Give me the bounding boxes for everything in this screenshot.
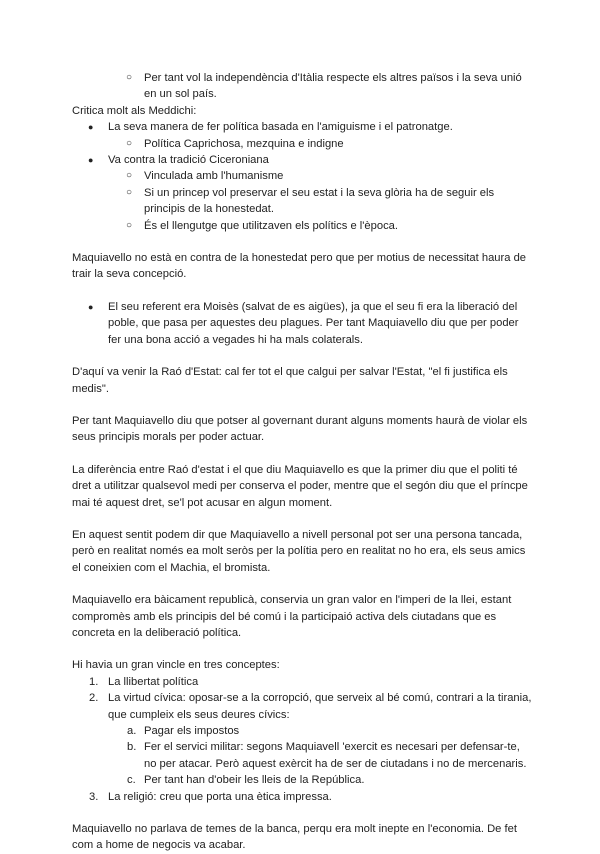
list-item-text: La virtud cívica: oposar-se a la corropció, que serveix al bé comú, contrari a la tirania, que cumpleix els seus deures cívics: bbox=[108, 692, 532, 721]
dot-bullet-icon: ● bbox=[88, 301, 94, 312]
list-number: 1. bbox=[89, 675, 99, 688]
list-item bbox=[72, 168, 532, 184]
paragraph: Maquiavello no parlava de temes de la banca, perqu era molt inepte en l'economia. De fet com a home de negocis va acabar. bbox=[72, 823, 517, 852]
paragraph: Maquiavello era bàicament republicà, conservia un gran valor en l'imperi de la llei, estant compromès amb els principis del bé comú i la participaió activa dels ciutadans que es concreta en la deliberació política. bbox=[72, 594, 512, 639]
paragraph: Maquiavello no està en contra de la honestedat pero que per motius de necessitat haura de trair la seva concepció. bbox=[72, 252, 527, 281]
circle-bullet-icon: ○ bbox=[126, 219, 133, 231]
list-item-text: El seu referent era Moisès (salvat de es aigües), ja que el seu fi era la liberació del poble, que pasa per aquestes deu plagues. Per tant Maquiavello diu que per poder fer una bona acció a vegades hi ha mals colaterals. bbox=[108, 300, 519, 346]
circle-bullet-icon: ○ bbox=[126, 170, 133, 182]
list-number: 2. bbox=[89, 692, 99, 705]
dot-bullet-icon: ● bbox=[88, 122, 94, 133]
paragraph: La diferència entre Raó d'estat i el que diu Maquiavello es que la primer diu que el politi té dret a utilitzar qualsevol medi per conserva el poder, mentre que el segón diu que el príncpe mai té aquest dret, se'l pot acusar en algun moment. bbox=[72, 463, 528, 509]
list-letter: a. bbox=[127, 725, 137, 737]
numbered-item bbox=[72, 674, 532, 690]
numbered-item bbox=[72, 690, 532, 723]
list-item bbox=[72, 119, 532, 135]
list-item bbox=[72, 299, 532, 348]
lettered-item bbox=[72, 772, 532, 788]
paragraph: Hi havia un gran vincle en tres conceptes: bbox=[72, 659, 280, 672]
paragraph: Per tant Maquiavello diu que potser al governant durant alguns moments haurà de violar els seus principis morals per poder actuar. bbox=[72, 414, 528, 444]
list-item bbox=[72, 218, 532, 234]
list-item-text: Fer el servici militar: segons Maquiavell 'exercit es necesari per defensar-te, no per atacar. Però aquest exèrcit ha de ser de ciutadans i no de mercenaris. bbox=[144, 741, 527, 770]
list-item-text: La llibertat política bbox=[108, 675, 199, 688]
paragraph: Critica molt als Meddichi: bbox=[72, 104, 197, 117]
circle-bullet-icon: ○ bbox=[126, 72, 133, 83]
list-item-text: Si un princep vol preservar el seu estat i la seva glòria ha de seguir els principis de la honestedat. bbox=[144, 186, 495, 216]
list-item-text: Va contra la tradició Ciceroniana bbox=[108, 154, 269, 167]
list-item bbox=[72, 136, 532, 152]
list-item bbox=[72, 185, 532, 218]
circle-bullet-icon: ○ bbox=[126, 186, 133, 198]
list-item-text: La seva manera de fer política basada en l'amiguisme i el patronatge. bbox=[108, 121, 453, 134]
list-item-text: Vinculada amb l'humanisme bbox=[144, 170, 284, 183]
list-letter: c. bbox=[127, 774, 136, 787]
numbered-item bbox=[72, 789, 532, 805]
document-page bbox=[72, 70, 532, 854]
list-item-text: Per tant vol la independència d'Itàlia respecte els altres països i la seva unió en un sol país. bbox=[144, 72, 522, 101]
list-number: 3. bbox=[89, 790, 99, 803]
list-item-text: Pagar els impostos bbox=[144, 725, 240, 737]
paragraph: D'aquí va venir la Raó d'Estat: cal fer tot el que calgui per salvar l'Estat, "el fi justifica els medis". bbox=[72, 366, 508, 395]
list-item bbox=[72, 70, 532, 103]
dot-bullet-icon: ● bbox=[88, 155, 94, 166]
list-item-text: La religió: creu que porta una ètica impressa. bbox=[108, 790, 332, 803]
lettered-item bbox=[72, 739, 532, 772]
list-item bbox=[72, 152, 532, 168]
lettered-item bbox=[72, 723, 532, 739]
paragraph: En aquest sentit podem dir que Maquiavello a nivell personal pot ser una persona tancada, però en realitat només ea molt seròs per la polítia pero en realitat no ho era, els seus amics el coneixien com el Machia, el bromista. bbox=[72, 528, 526, 574]
circle-bullet-icon: ○ bbox=[126, 137, 133, 149]
list-item-text: Per tant han d'obeir les lleis de la República. bbox=[144, 774, 365, 787]
list-letter: b. bbox=[127, 741, 137, 754]
list-item-text: Política Caprichosa, mezquina e indigne bbox=[144, 137, 344, 150]
list-item-text: És el llengutge que utilitzaven els polítics e l'època. bbox=[144, 219, 399, 232]
